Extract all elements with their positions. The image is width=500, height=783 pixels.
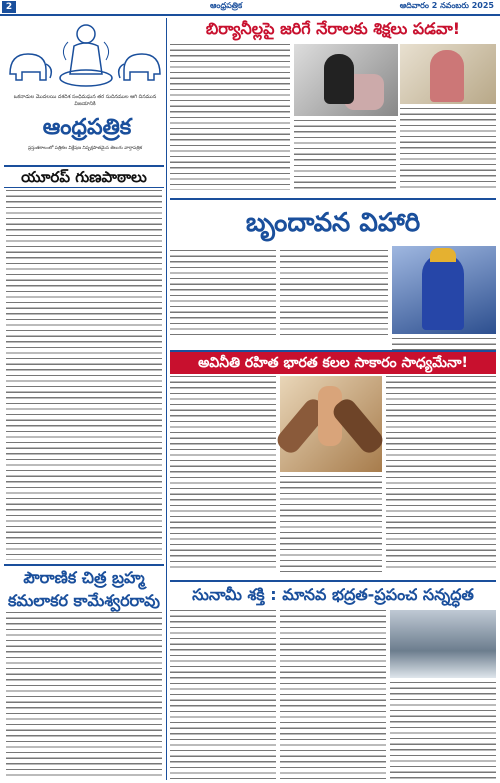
tsunami-wave-photo xyxy=(390,610,496,678)
article2-body-col1 xyxy=(170,250,276,338)
article4-body-col1 xyxy=(170,610,276,780)
article1-body-col3 xyxy=(400,108,496,190)
masthead-tagline: ఒకనాడుల మొదలయి దశదిశ సంధిమఘన తర సుదినముల ఆగి దినమున విజయానికి xyxy=(13,94,157,107)
article3-body-col3 xyxy=(386,376,496,572)
column-divider xyxy=(166,18,167,780)
feature-heading-line2: కమలాకర కామేశ్వరరావు xyxy=(7,591,161,610)
stacked-hands-photo xyxy=(280,376,382,472)
masthead-subtitle: ప్రస్తుతకాలంలో పత్రికల విశ్లేషణ నిష్పక్షపాతమైన తెలుగు వార్తాపత్రిక xyxy=(27,146,143,151)
elephant-right-icon xyxy=(116,44,164,88)
article4-body-col2 xyxy=(280,610,386,780)
page-number: 2 xyxy=(2,1,16,13)
editorial-heading: యూరప్ గుణపాఠాలు xyxy=(4,165,164,188)
feature-heading xyxy=(4,564,164,610)
article1-headline: బిర్యానీల్లపై జరిగే నేరాలకు శిక్షలు పడవా! xyxy=(205,19,461,38)
microphone-photo xyxy=(294,44,398,116)
article3-body-col1 xyxy=(170,376,276,572)
article1-body-col1 xyxy=(170,44,290,190)
article4-body-col3 xyxy=(390,682,496,780)
elephant-left-icon xyxy=(6,44,54,88)
article4-headline: సునామీ శక్తి : మానవ భద్రత-ప్రపంచ సన్నద్ధత xyxy=(170,580,496,608)
goddess-logo-image xyxy=(58,20,114,90)
article2-body-col2 xyxy=(280,250,388,338)
article3-body-col2 xyxy=(280,476,382,572)
article2-headline: బృందావన విహారి xyxy=(170,198,496,246)
feature-heading-line1: పౌరాణిక చిత్ర బ్రహ్మ xyxy=(23,568,145,587)
article3-headline: అవినీతి రహిత భారత కలల సాకారం సాధ్యమేనా! xyxy=(170,350,496,374)
masthead-small: ఆంధ్రపత్రిక xyxy=(210,1,243,10)
article1-body-col2 xyxy=(294,120,396,190)
editorial-body-text xyxy=(6,190,162,560)
feature-body-text xyxy=(6,612,162,780)
woman-photo xyxy=(400,44,496,104)
article2-body-col3 xyxy=(392,338,496,350)
newspaper-title: ఆంధ్రపత్రిక xyxy=(42,114,132,140)
krishna-illustration xyxy=(392,246,496,334)
dateline: ఆదివారం 2 నవంబరు 2025 xyxy=(399,1,494,10)
